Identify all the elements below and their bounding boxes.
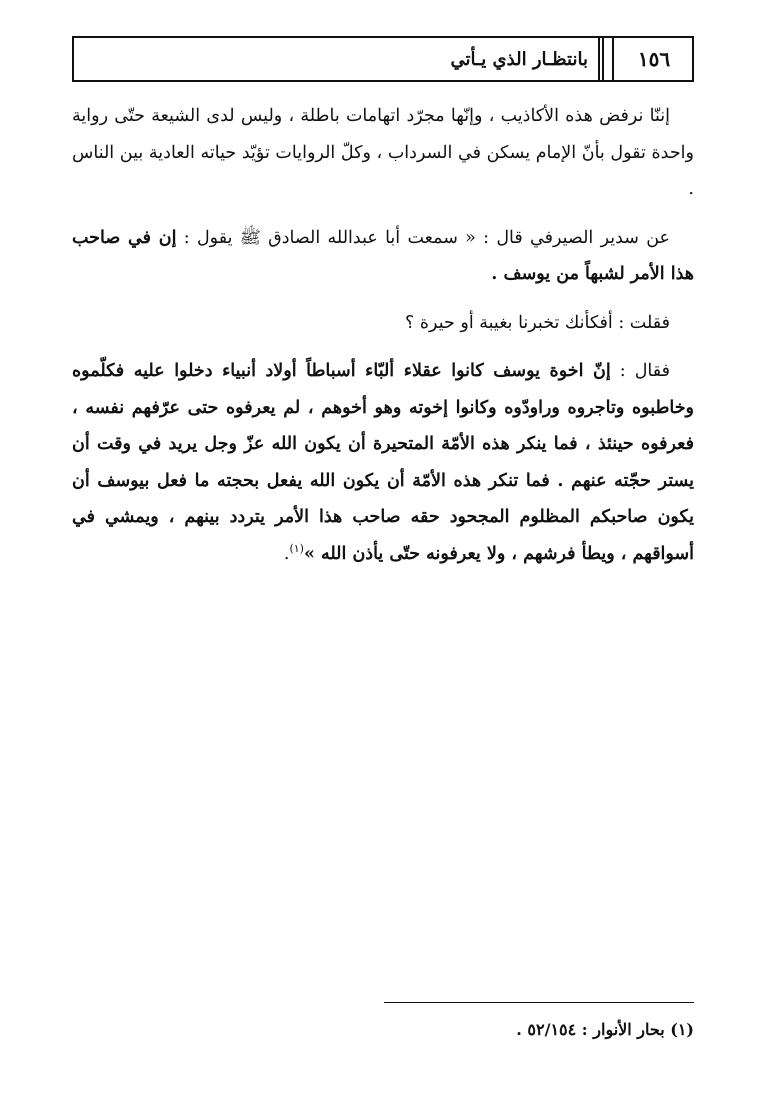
- answer-end: .: [283, 543, 290, 564]
- footnote: (١) بحار الأنوار : ٥٢/١٥٤ .: [516, 1020, 694, 1039]
- header-divider: [602, 38, 614, 80]
- running-title: بانتظـار الذي يـأتي: [74, 38, 600, 80]
- paragraph-answer: [72, 353, 694, 572]
- paragraph-narration: [72, 220, 694, 293]
- answer-intro: فقال :: [610, 361, 670, 381]
- paragraph-intro: إننّا نرفض هذه الأكاذيب ، وإنّها مجرّد اتهامات باطلة ، وليس لدى الشيعة حتّى رواية واحدة تقول بأنّ الإمام يسكن في السرداب ، وكلّ الروايات تؤيّد حياته العادية بين الناس .: [72, 106, 694, 199]
- footnote-reference: (١): [289, 541, 304, 555]
- narration-intro: عن سدير الصيرفي قال : « سمعت أبا عبدالله الصادق ﷺ يقول :: [176, 227, 670, 248]
- narration-quote: إن في صاحب هذا الأمر لشبهاً من يوسف .: [72, 227, 694, 284]
- answer-quote: إنّ اخوة يوسف كانوا عقلاء ألبّاء أسباطاً أولاد أنبياء دخلوا عليه فكلّموه وخاطبوه وتاجروه وراودّوه وكانوا إخوته وهو أخوهم ، لم يعرفوه حتى عرّفهم نفسه ، فعرفوه حينئذ ، فما ينكر هذه الأمّة المتحيرة أن يكون الله عزّ وجل يريد في وقت أن يستر حجّته عنهم . فما تنكر هذه الأمّة أن يكون الله يفعل بحجته ما فعل بيوسف أن يكون صاحبكم المظلوم المجحود حقه صاحب هذا الأمر يتردد بينهم ، ويمشي في أسواقهم ، ويطأ فرشهم ، ولا يعرفونه حتّى يأذن الله »: [72, 361, 694, 564]
- page-number: ١٥٦: [637, 47, 671, 71]
- paragraph-question: فقلت : أفكأنك تخبرنا بغيبة أو حيرة ؟: [405, 312, 670, 333]
- page-header: [72, 36, 694, 82]
- main-text: [72, 98, 694, 584]
- footnote-separator: [384, 1002, 694, 1003]
